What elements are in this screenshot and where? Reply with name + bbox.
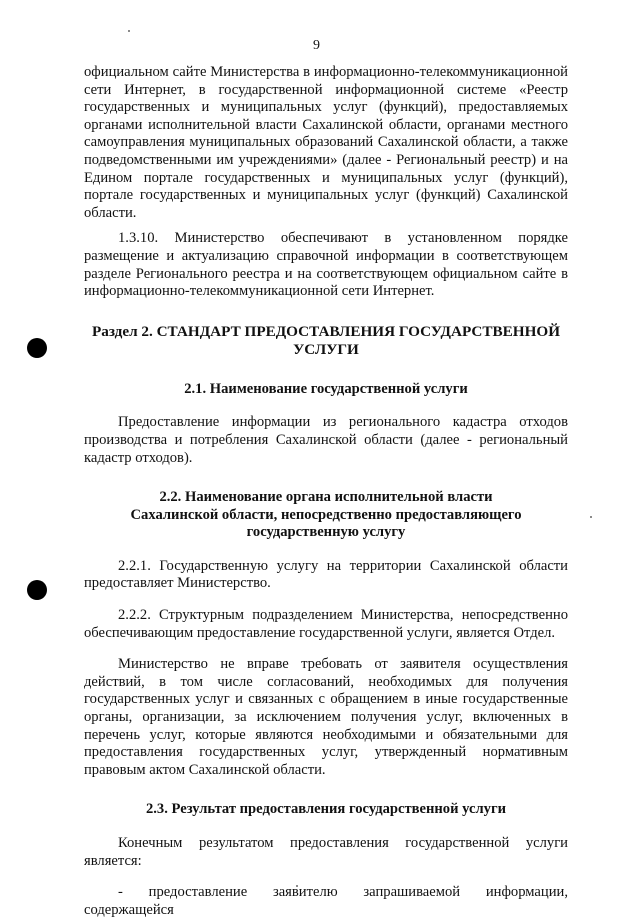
heading-2-2-line1: 2.2. Наименование органа исполнительной власти	[159, 489, 493, 506]
section-2-heading	[84, 323, 568, 359]
section-2-heading-line2: УСЛУГИ	[293, 340, 359, 358]
text-2-1: Предоставление информации из регионального кадастра отходов производства и потребления Сахалинской области (далее - региональный кадастр отходов).	[84, 414, 568, 466]
document-body	[84, 64, 568, 919]
clause-2-2-2: 2.2.2. Структурным подразделением Министерства, непосредственно обеспечивающим предоставление государственной услуги, является Отдел.	[84, 607, 568, 641]
punch-hole-top	[27, 338, 47, 358]
result-intro: Конечным результатом предоставления государственной услуги является:	[84, 835, 568, 869]
heading-2-2-line3: государственную услугу	[246, 524, 406, 541]
clause-1-3-10: 1.3.10. Министерство обеспечивают в установленном порядке размещение и актуализацию справочной информации в соответствующем разделе Регионального реестра и на соответствующем официальном сайте в информационно-телекоммуникационной сети Интернет.	[84, 230, 568, 300]
heading-2-2-line2: Сахалинской области, непосредственно предоставляющего	[130, 506, 522, 523]
heading-2-3: 2.3. Результат предоставления государственной услуги	[145, 801, 507, 818]
scan-speck	[590, 516, 592, 518]
intro-paragraph: официальном сайте Министерства в информационно-телекоммуникационной сети Интернет, в государственной информационной системе «Реестр государственных и муниципальных услуг (функций), предоставляемых органами исполнительной власти Сахалинской области, органами местного самоуправления муниципальных образований Сахалинской области, а также подведомственными им учреждениями» (далее - Региональный реестр) и на Едином портале государственных и муниципальных услуг (функций), портале государственных и муниципальных услуг (функций) Сахалинской области.	[84, 64, 568, 221]
ministry-paragraph: Министерство не вправе требовать от заявителя осуществления действий, в том числе согласований, необходимых для получения государственных услуг и связанных с обращением в иные государственные органы, организации, за исключением получения услуг, включенных в перечень услуг, которые являются необходимыми и обязательными для предоставления государственных услуг, утвержденный нормативным правовым актом Сахалинской области.	[84, 656, 568, 778]
heading-2-2	[84, 489, 568, 542]
page-number: 9	[313, 38, 320, 53]
section-2-heading-line1: Раздел 2. СТАНДАРТ ПРЕДОСТАВЛЕНИЯ ГОСУДАРСТВЕННОЙ	[91, 322, 561, 340]
punch-hole-bottom	[27, 580, 47, 600]
clause-2-2-1: 2.2.1. Государственную услугу на территории Сахалинской области предоставляет Министерство.	[84, 557, 568, 592]
heading-2-1: 2.1. Наименование государственной услуги	[184, 380, 468, 397]
result-item-1: - предоставление заявителю запрашиваемой информации, содержащейся	[84, 884, 568, 918]
scan-speck	[128, 30, 130, 32]
